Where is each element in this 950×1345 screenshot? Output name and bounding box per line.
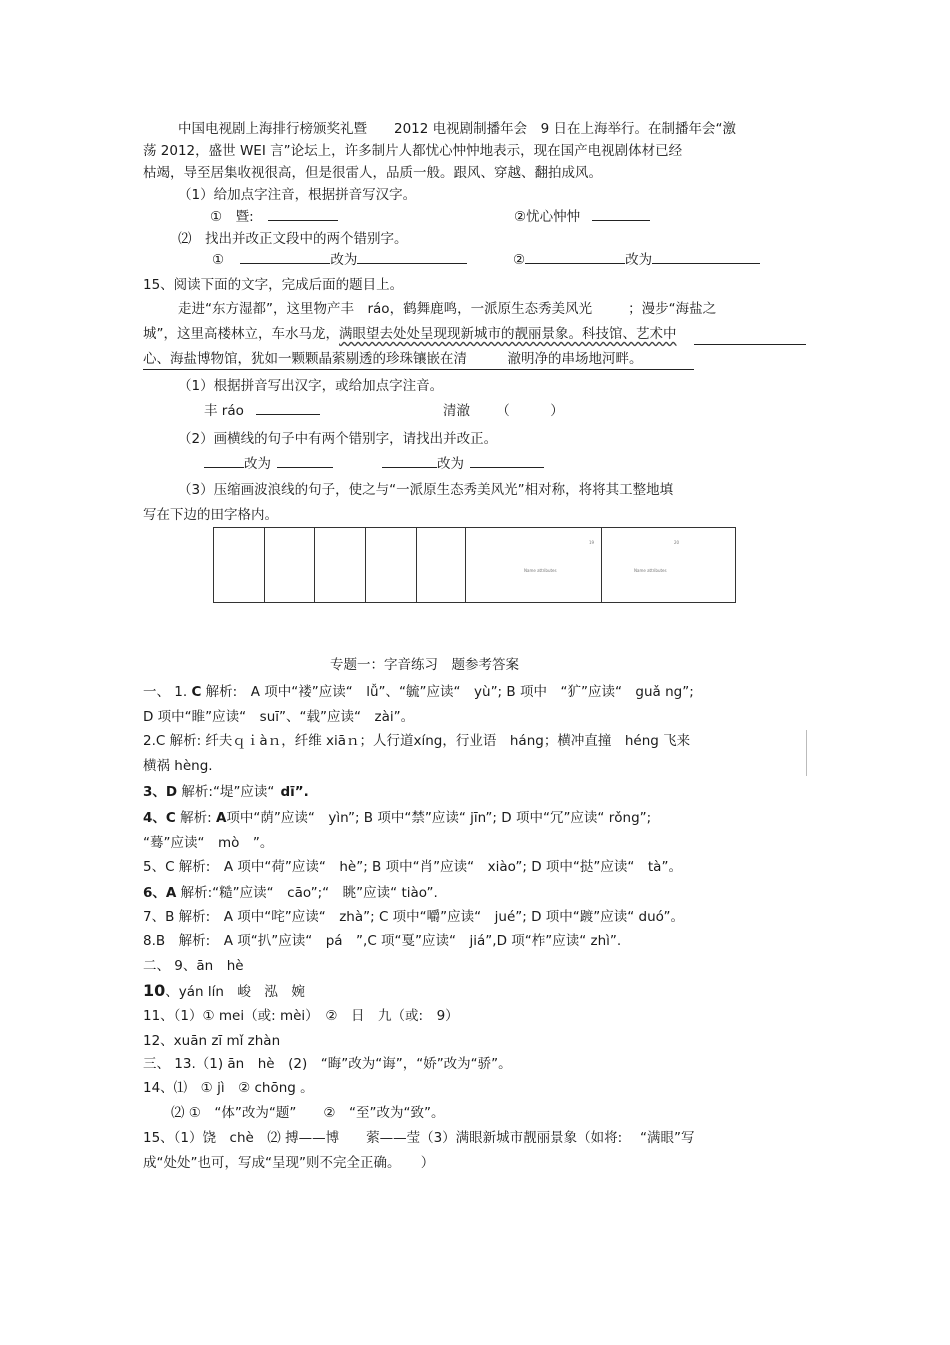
grid-divider: [416, 528, 417, 602]
grid-divider: [601, 528, 602, 602]
answer-blank[interactable]: [256, 402, 320, 415]
answers-title: 专题一：字音练习 题参考答案: [330, 657, 519, 673]
answer-blank[interactable]: [652, 251, 760, 264]
grid-mark: 19: [589, 540, 595, 545]
answer-blank[interactable]: [268, 208, 338, 221]
answer-text: 解析:“堤”应读“: [177, 784, 275, 800]
question-item: [514, 208, 650, 226]
passage-line: [178, 300, 716, 318]
question-item: [204, 402, 320, 420]
answer-text-end: ”.: [294, 784, 309, 800]
question-item: [382, 455, 544, 473]
answer-text: 解析:“糙”应读“ cāo”;“ 眺”应读“ tiào”.: [176, 885, 438, 901]
question-text: （3）压缩画波浪线的句子，使之与“一派原生态秀美风光”相对称，将将其工整地填: [178, 482, 674, 498]
answer-text: 解析: A 项中“褛”应读“ lǚ”、“毓”应读“ yù”; B 项中 “犷”应读“ guǎ ng”;: [201, 684, 694, 700]
change-to-label: 改为: [625, 252, 653, 268]
margin-line: [806, 730, 807, 776]
change-to-label: 改为: [437, 456, 464, 472]
question-text: （2）画横线的句子中有两个错别字，请找出并改正。: [178, 431, 498, 447]
answer-line: 三、 13.（1) ān hè (2) “晦”改为“诲”，“娇”改为“骄”。: [143, 1056, 512, 1072]
answer-line: 5、C 解析: A 项中“荷”应读“ hè”; B 项中“肖”应读“ xiào”; D 项中“挞”应读“ tà”。: [143, 859, 682, 875]
question-item-label: ①: [212, 252, 225, 268]
question-item-label: ① 暨:: [210, 209, 254, 225]
question-text: 写在下边的田字格内。: [143, 507, 278, 523]
grid-divider: [314, 528, 315, 602]
answer-paren[interactable]: （ ）: [496, 403, 564, 419]
answer-blank[interactable]: [382, 455, 437, 468]
answer-text: 、yán lín 峻 泓 婉: [165, 984, 305, 1000]
question-text: ⑵ 找出并改正文段中的两个错别字。: [178, 231, 408, 247]
question-item: [210, 208, 338, 226]
answer-line: [143, 809, 651, 827]
answer-line: [143, 683, 694, 701]
question-item: [443, 402, 564, 420]
answer-key: A: [215, 810, 227, 826]
question-item: [204, 455, 333, 473]
answer-prefix: 6、A: [143, 885, 177, 901]
answer-line: 成“处处”也可，写成“呈现”则不完全正确。 ）: [143, 1155, 435, 1171]
grid-divider: [465, 528, 466, 602]
grid-divider: [365, 528, 366, 602]
passage-line: 中国电视剧上海排行榜颁奖礼暨 2012 电视剧制播年会 9 日在上海举行。在制播年会“激: [178, 121, 737, 137]
grid-note: Name attributes: [634, 568, 667, 573]
answer-prefix: 10: [143, 981, 166, 1000]
answer-line: “蓦”应读“ mò ”。: [143, 835, 274, 851]
question-item-label: ②忧心忡忡: [514, 209, 581, 225]
answer-key: C: [191, 684, 202, 700]
change-to-label: 改为: [244, 456, 271, 472]
underlined-sentence: 心、海盐博物馆，犹如一颗颗晶萦剔透的珍珠镶嵌在清 澈明净的串场地河畔。: [143, 351, 643, 367]
answer-blank[interactable]: [240, 251, 330, 264]
passage-line: 枯竭，导至居集收视很高，但是很雷人，品质一般。跟风、穿越、翻拍成风。: [143, 165, 602, 181]
answer-line: 2.C 解析: 纤夫ｑｉàｎ，纤维 xiāｎ；人行道xíng，行业语 háng；横冲直撞 héng 飞来: [143, 733, 691, 749]
answer-line: 12、xuān zī mǐ zhàn: [143, 1033, 281, 1049]
answer-line: [143, 982, 305, 1001]
question-item-label: 丰 ráo: [204, 403, 244, 419]
answer-blank[interactable]: [592, 208, 650, 221]
underline-mark: [143, 369, 694, 370]
passage-text: 走进“东方湿都”，这里物产丰 ráo，鹤舞鹿鸣，一派原生态秀美风光: [178, 301, 593, 317]
answer-blank[interactable]: [470, 455, 544, 468]
answer-line: 二、 9、ān hè: [143, 958, 244, 974]
answer-blank[interactable]: [357, 251, 467, 264]
passage-line: 荡 2012，盛世 WEI 言”论坛上，许多制片人都忧心忡忡地表示，现在国产电视剧体材已经: [143, 143, 683, 159]
answer-line: 14、⑴ ① jì ② chōng 。: [143, 1080, 314, 1096]
answer-line: 15、（1）饶 chè ⑵ 搏——博 萦——莹（3）满眼新城市靓丽景象（如将: “满眼”写: [143, 1130, 695, 1146]
writing-grid[interactable]: [213, 527, 736, 603]
question-text: （1）根据拼音写出汉字，或给加点字注音。: [178, 378, 444, 394]
answer-text: 项中“荫”应读“ yìn”; B 项中“禁”应读“ jīn”; D 项中“冗”应读“ rǒng”;: [226, 810, 652, 826]
question-item-label: 清澈: [443, 403, 470, 419]
answer-blank[interactable]: [204, 455, 244, 468]
wavy-underlined-sentence: 满眼望去处处呈现现新城市的靓丽景象。科技馆、艺术中: [339, 326, 677, 342]
answer-blank[interactable]: [277, 455, 333, 468]
answer-line: 7、B 解析: A 项中“咤”应读“ zhà”; C 项中“嚼”应读“ jué”; D 项中“踱”应读“ duó”。: [143, 909, 684, 925]
answer-line: ⑵ ① “体”改为“题” ② “至”改为“致”。: [171, 1105, 445, 1121]
answer-blank[interactable]: [525, 251, 625, 264]
answer-prefix: 4、C: [143, 810, 176, 826]
question-text: （1）给加点字注音，根据拼音写汉字。: [178, 187, 417, 203]
question-title: 15、阅读下面的文字，完成后面的题目上。: [143, 277, 404, 293]
grid-divider: [264, 528, 265, 602]
answer-prefix: 3、D: [143, 784, 178, 800]
passage-text: ；漫步“海盐之: [628, 301, 717, 317]
passage-line: [143, 350, 643, 368]
question-item: [212, 251, 467, 269]
answer-line: 8.B 解析: A 项“扒”应读“ pá ”,C 项“戛”应读“ jiá”,D 项“柞”应读“ zhì”.: [143, 933, 622, 949]
question-item-label: ②: [513, 252, 526, 268]
answer-prefix: 一、 1.: [143, 684, 188, 700]
grid-mark: 20: [674, 540, 680, 545]
answer-line: 横祸 hèng.: [143, 758, 213, 774]
answer-line: D 项中“睢”应读“ suī”、“载”应读“ zài”。: [143, 709, 415, 725]
answer-pinyin: dī: [280, 784, 295, 800]
passage-text: 城”，这里高楼林立，车水马龙，: [143, 326, 339, 342]
underline-mark: [694, 344, 806, 345]
grid-note: Name attributes: [524, 568, 557, 573]
answer-line: [143, 783, 309, 801]
passage-line: [143, 325, 677, 343]
answer-text: 解析:: [175, 810, 212, 826]
question-item: [513, 251, 760, 269]
change-to-label: 改为: [330, 252, 358, 268]
answer-line: [143, 884, 438, 902]
answer-line: 11、（1）① mei（或: mèi） ② 日 九（或: 9）: [143, 1008, 459, 1024]
